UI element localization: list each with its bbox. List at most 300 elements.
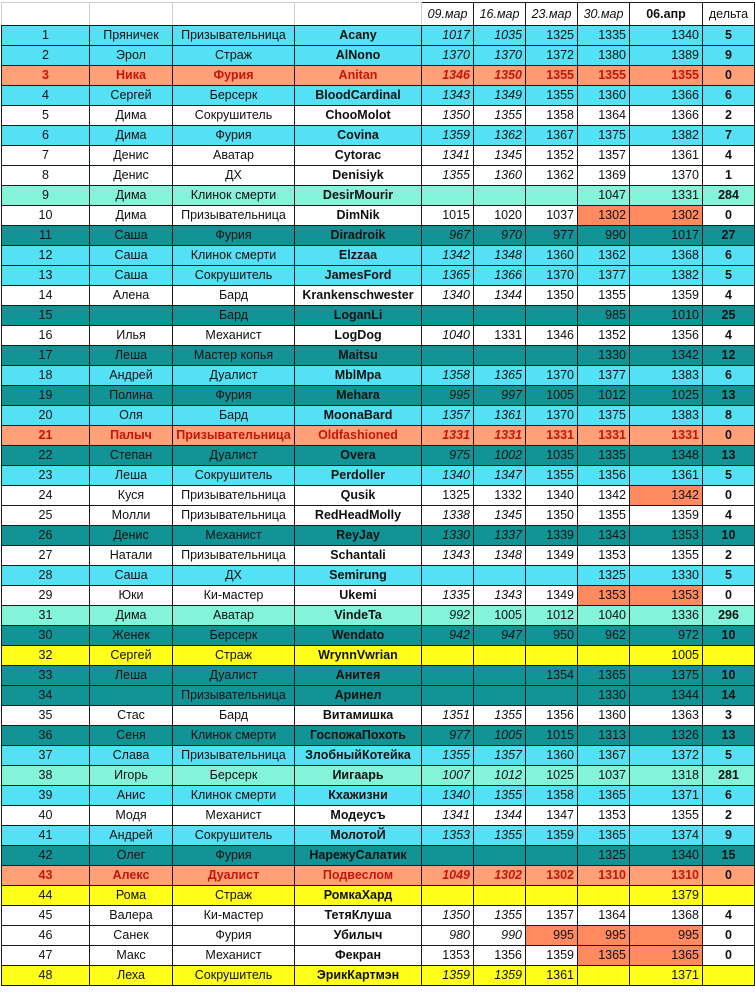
score-cell-date-2[interactable] [474, 666, 526, 686]
player-name-cell[interactable]: Ника [90, 66, 173, 86]
row-index-cell[interactable]: 13 [2, 266, 90, 286]
class-cell[interactable]: Фурия [173, 846, 295, 866]
player-name-cell[interactable] [90, 686, 173, 706]
score-cell-date-2[interactable]: 1355 [474, 706, 526, 726]
nickname-cell[interactable]: Diradroik [295, 226, 422, 246]
player-name-cell[interactable]: Полина [90, 386, 173, 406]
class-cell[interactable]: Страж [173, 646, 295, 666]
player-name-cell[interactable]: Илья [90, 326, 173, 346]
row-index-cell[interactable]: 25 [2, 506, 90, 526]
row-index-cell[interactable]: 48 [2, 966, 90, 986]
score-cell-date-5[interactable]: 1340 [630, 846, 703, 866]
player-name-cell[interactable]: Сергей [90, 86, 173, 106]
score-cell-date-2[interactable]: 1345 [474, 506, 526, 526]
score-cell-date-4[interactable]: 1353 [578, 806, 630, 826]
score-cell-date-1[interactable]: 1350 [422, 906, 474, 926]
score-cell-date-3[interactable]: 1302 [526, 866, 578, 886]
score-cell-date-5[interactable]: 1336 [630, 606, 703, 626]
player-name-cell[interactable]: Слава [90, 746, 173, 766]
score-cell-date-2[interactable] [474, 186, 526, 206]
player-name-cell[interactable]: Натали [90, 546, 173, 566]
nickname-cell[interactable]: Overa [295, 446, 422, 466]
player-name-cell[interactable]: Леша [90, 346, 173, 366]
score-cell-date-3[interactable] [526, 686, 578, 706]
score-cell-date-4[interactable]: 1375 [578, 126, 630, 146]
score-cell-date-1[interactable] [422, 566, 474, 586]
nickname-cell[interactable]: ЗлобныйКотейка [295, 746, 422, 766]
delta-cell[interactable]: 5 [703, 746, 755, 766]
delta-cell[interactable]: 3 [703, 706, 755, 726]
score-cell-date-3[interactable]: 950 [526, 626, 578, 646]
score-cell-date-4[interactable]: 1365 [578, 946, 630, 966]
score-cell-date-5[interactable]: 1355 [630, 66, 703, 86]
score-cell-date-4[interactable]: 1362 [578, 246, 630, 266]
nickname-cell[interactable]: Фекран [295, 946, 422, 966]
class-cell[interactable]: Дуалист [173, 866, 295, 886]
score-cell-date-3[interactable]: 1037 [526, 206, 578, 226]
nickname-cell[interactable]: Maitsu [295, 346, 422, 366]
score-cell-date-2[interactable]: 1350 [474, 66, 526, 86]
delta-cell[interactable]: 2 [703, 806, 755, 826]
delta-cell[interactable]: 7 [703, 126, 755, 146]
delta-cell[interactable]: 9 [703, 46, 755, 66]
score-cell-date-3[interactable] [526, 306, 578, 326]
score-cell-date-2[interactable]: 1332 [474, 486, 526, 506]
delta-cell[interactable]: 27 [703, 226, 755, 246]
score-cell-date-3[interactable]: 1331 [526, 426, 578, 446]
score-cell-date-2[interactable] [474, 566, 526, 586]
nickname-cell[interactable]: RedHeadMolly [295, 506, 422, 526]
score-cell-date-4[interactable]: 1330 [578, 686, 630, 706]
row-index-cell[interactable]: 28 [2, 566, 90, 586]
class-cell[interactable]: Клинок смерти [173, 246, 295, 266]
delta-cell[interactable]: 0 [703, 866, 755, 886]
score-cell-date-2[interactable]: 1366 [474, 266, 526, 286]
row-index-cell[interactable]: 4 [2, 86, 90, 106]
header-date-1[interactable]: 09.мар [422, 3, 474, 26]
nickname-cell[interactable]: BloodCardinal [295, 86, 422, 106]
class-cell[interactable]: Бард [173, 706, 295, 726]
player-name-cell[interactable]: Женек [90, 626, 173, 646]
row-index-cell[interactable]: 31 [2, 606, 90, 626]
score-cell-date-1[interactable] [422, 886, 474, 906]
player-name-cell[interactable]: Рома [90, 886, 173, 906]
score-cell-date-3[interactable]: 1361 [526, 966, 578, 986]
score-cell-date-1[interactable]: 992 [422, 606, 474, 626]
nickname-cell[interactable]: ТетяКлуша [295, 906, 422, 926]
class-cell[interactable]: Бард [173, 286, 295, 306]
player-name-cell[interactable]: Куся [90, 486, 173, 506]
row-index-cell[interactable]: 41 [2, 826, 90, 846]
player-name-cell[interactable]: Дима [90, 126, 173, 146]
nickname-cell[interactable]: Mehara [295, 386, 422, 406]
class-cell[interactable]: Призывательница [173, 26, 295, 46]
score-cell-date-3[interactable] [526, 886, 578, 906]
player-name-cell[interactable]: Дима [90, 106, 173, 126]
score-cell-date-5[interactable]: 1372 [630, 746, 703, 766]
score-cell-date-4[interactable]: 1037 [578, 766, 630, 786]
row-index-cell[interactable]: 34 [2, 686, 90, 706]
score-cell-date-1[interactable]: 1359 [422, 126, 474, 146]
player-name-cell[interactable]: Макс [90, 946, 173, 966]
delta-cell[interactable]: 9 [703, 826, 755, 846]
nickname-cell[interactable]: Schantali [295, 546, 422, 566]
row-index-cell[interactable]: 39 [2, 786, 90, 806]
score-cell-date-2[interactable] [474, 886, 526, 906]
player-name-cell[interactable]: Молли [90, 506, 173, 526]
player-name-cell[interactable]: Санек [90, 926, 173, 946]
row-index-cell[interactable]: 16 [2, 326, 90, 346]
score-cell-date-1[interactable] [422, 666, 474, 686]
score-cell-date-3[interactable]: 1370 [526, 366, 578, 386]
player-name-cell[interactable]: Стас [90, 706, 173, 726]
row-index-cell[interactable]: 35 [2, 706, 90, 726]
score-cell-date-4[interactable]: 1325 [578, 566, 630, 586]
row-index-cell[interactable]: 32 [2, 646, 90, 666]
score-cell-date-2[interactable]: 1355 [474, 906, 526, 926]
player-name-cell[interactable]: Дима [90, 206, 173, 226]
nickname-cell[interactable]: DimNik [295, 206, 422, 226]
delta-cell[interactable]: 0 [703, 926, 755, 946]
score-cell-date-5[interactable]: 972 [630, 626, 703, 646]
delta-cell[interactable]: 2 [703, 546, 755, 566]
nickname-cell[interactable]: Аринел [295, 686, 422, 706]
score-cell-date-2[interactable]: 1002 [474, 446, 526, 466]
score-cell-date-1[interactable]: 1330 [422, 526, 474, 546]
score-cell-date-3[interactable]: 1035 [526, 446, 578, 466]
row-index-cell[interactable]: 47 [2, 946, 90, 966]
class-cell[interactable]: Механист [173, 806, 295, 826]
score-cell-date-5[interactable]: 1318 [630, 766, 703, 786]
class-cell[interactable]: Клинок смерти [173, 786, 295, 806]
header-delta[interactable]: дельта [703, 3, 755, 26]
row-index-cell[interactable]: 10 [2, 206, 90, 226]
row-index-cell[interactable]: 12 [2, 246, 90, 266]
player-name-cell[interactable]: Игорь [90, 766, 173, 786]
score-cell-date-3[interactable]: 1358 [526, 106, 578, 126]
nickname-cell[interactable]: Модеусъ [295, 806, 422, 826]
delta-cell[interactable]: 12 [703, 346, 755, 366]
score-cell-date-2[interactable]: 1343 [474, 586, 526, 606]
row-index-cell[interactable]: 2 [2, 46, 90, 66]
class-cell[interactable]: Фурия [173, 226, 295, 246]
nickname-cell[interactable]: Krankenschwester [295, 286, 422, 306]
header-date-2[interactable]: 16.мар [474, 3, 526, 26]
player-name-cell[interactable]: Андрей [90, 826, 173, 846]
score-cell-date-5[interactable]: 1353 [630, 586, 703, 606]
score-cell-date-3[interactable]: 1352 [526, 146, 578, 166]
score-cell-date-3[interactable]: 1367 [526, 126, 578, 146]
score-cell-date-2[interactable]: 970 [474, 226, 526, 246]
row-index-cell[interactable]: 33 [2, 666, 90, 686]
score-cell-date-3[interactable]: 1370 [526, 406, 578, 426]
delta-cell[interactable]: 4 [703, 146, 755, 166]
score-cell-date-2[interactable]: 1365 [474, 366, 526, 386]
player-name-cell[interactable]: Сергей [90, 646, 173, 666]
score-cell-date-5[interactable]: 1379 [630, 886, 703, 906]
player-name-cell[interactable]: Пряничек [90, 26, 173, 46]
delta-cell[interactable]: 0 [703, 426, 755, 446]
score-cell-date-1[interactable]: 1338 [422, 506, 474, 526]
delta-cell[interactable]: 5 [703, 566, 755, 586]
score-cell-date-2[interactable]: 990 [474, 926, 526, 946]
score-cell-date-1[interactable]: 1341 [422, 806, 474, 826]
nickname-cell[interactable]: LoganLi [295, 306, 422, 326]
score-cell-date-1[interactable]: 1358 [422, 366, 474, 386]
header-cell-index[interactable] [2, 3, 90, 26]
score-cell-date-1[interactable]: 1353 [422, 946, 474, 966]
delta-cell[interactable]: 0 [703, 206, 755, 226]
score-cell-date-4[interactable]: 1365 [578, 826, 630, 846]
delta-cell[interactable]: 13 [703, 726, 755, 746]
score-cell-date-2[interactable] [474, 846, 526, 866]
score-cell-date-5[interactable]: 1017 [630, 226, 703, 246]
player-name-cell[interactable]: Саша [90, 566, 173, 586]
nickname-cell[interactable]: ReyJay [295, 526, 422, 546]
delta-cell[interactable]: 10 [703, 666, 755, 686]
class-cell[interactable]: Аватар [173, 146, 295, 166]
score-cell-date-1[interactable]: 942 [422, 626, 474, 646]
score-cell-date-5[interactable]: 1383 [630, 406, 703, 426]
class-cell[interactable]: Фурия [173, 386, 295, 406]
score-cell-date-2[interactable]: 1349 [474, 86, 526, 106]
row-index-cell[interactable]: 7 [2, 146, 90, 166]
score-cell-date-3[interactable]: 1025 [526, 766, 578, 786]
class-cell[interactable]: Фурия [173, 66, 295, 86]
class-cell[interactable]: Сокрушитель [173, 826, 295, 846]
score-cell-date-5[interactable]: 1331 [630, 186, 703, 206]
class-cell[interactable]: Бард [173, 306, 295, 326]
class-cell[interactable]: Дуалист [173, 666, 295, 686]
class-cell[interactable]: Сокрушитель [173, 266, 295, 286]
score-cell-date-4[interactable]: 1364 [578, 906, 630, 926]
nickname-cell[interactable]: Semirung [295, 566, 422, 586]
delta-cell[interactable]: 2 [703, 106, 755, 126]
row-index-cell[interactable]: 43 [2, 866, 90, 886]
nickname-cell[interactable]: Acany [295, 26, 422, 46]
score-cell-date-2[interactable]: 1344 [474, 286, 526, 306]
score-cell-date-2[interactable]: 1355 [474, 786, 526, 806]
delta-cell[interactable] [703, 646, 755, 666]
row-index-cell[interactable]: 19 [2, 386, 90, 406]
row-index-cell[interactable]: 29 [2, 586, 90, 606]
score-cell-date-3[interactable]: 1349 [526, 546, 578, 566]
player-name-cell[interactable]: Олег [90, 846, 173, 866]
score-cell-date-5[interactable]: 1356 [630, 326, 703, 346]
score-cell-date-3[interactable]: 1355 [526, 466, 578, 486]
row-index-cell[interactable]: 37 [2, 746, 90, 766]
score-cell-date-2[interactable]: 1360 [474, 166, 526, 186]
score-cell-date-2[interactable]: 997 [474, 386, 526, 406]
class-cell[interactable]: Берсерк [173, 766, 295, 786]
player-name-cell[interactable]: Сеня [90, 726, 173, 746]
nickname-cell[interactable]: LogDog [295, 326, 422, 346]
score-cell-date-3[interactable]: 1340 [526, 486, 578, 506]
score-cell-date-4[interactable]: 1331 [578, 426, 630, 446]
score-cell-date-3[interactable]: 1339 [526, 526, 578, 546]
score-cell-date-5[interactable]: 1310 [630, 866, 703, 886]
score-cell-date-4[interactable]: 990 [578, 226, 630, 246]
score-cell-date-5[interactable]: 1365 [630, 946, 703, 966]
class-cell[interactable]: Аватар [173, 606, 295, 626]
class-cell[interactable]: Бард [173, 406, 295, 426]
row-index-cell[interactable]: 38 [2, 766, 90, 786]
player-name-cell[interactable]: Денис [90, 526, 173, 546]
score-cell-date-1[interactable]: 1346 [422, 66, 474, 86]
score-cell-date-4[interactable]: 1040 [578, 606, 630, 626]
row-index-cell[interactable]: 20 [2, 406, 90, 426]
class-cell[interactable]: Страж [173, 886, 295, 906]
score-cell-date-3[interactable]: 1005 [526, 386, 578, 406]
nickname-cell[interactable]: MoonaBard [295, 406, 422, 426]
nickname-cell[interactable]: Иигаарь [295, 766, 422, 786]
nickname-cell[interactable]: ГоспожаПохоть [295, 726, 422, 746]
score-cell-date-5[interactable]: 1326 [630, 726, 703, 746]
score-cell-date-4[interactable]: 1360 [578, 706, 630, 726]
nickname-cell[interactable]: Подвеслом [295, 866, 422, 886]
score-cell-date-4[interactable]: 985 [578, 306, 630, 326]
nickname-cell[interactable]: Denisiyk [295, 166, 422, 186]
player-name-cell[interactable]: Андрей [90, 366, 173, 386]
score-cell-date-4[interactable] [578, 886, 630, 906]
delta-cell[interactable]: 5 [703, 266, 755, 286]
class-cell[interactable]: Сокрушитель [173, 466, 295, 486]
delta-cell[interactable]: 0 [703, 486, 755, 506]
score-cell-date-5[interactable]: 1389 [630, 46, 703, 66]
class-cell[interactable]: Призывательница [173, 746, 295, 766]
score-cell-date-4[interactable] [578, 646, 630, 666]
player-name-cell[interactable]: Денис [90, 166, 173, 186]
delta-cell[interactable]: 4 [703, 326, 755, 346]
score-cell-date-2[interactable]: 1362 [474, 126, 526, 146]
score-cell-date-5[interactable]: 1340 [630, 26, 703, 46]
score-cell-date-4[interactable]: 962 [578, 626, 630, 646]
delta-cell[interactable]: 4 [703, 906, 755, 926]
score-cell-date-2[interactable]: 947 [474, 626, 526, 646]
nickname-cell[interactable]: Cytorac [295, 146, 422, 166]
nickname-cell[interactable]: Ukemi [295, 586, 422, 606]
score-cell-date-2[interactable]: 1012 [474, 766, 526, 786]
score-cell-date-1[interactable]: 1341 [422, 146, 474, 166]
score-cell-date-4[interactable]: 1365 [578, 666, 630, 686]
score-cell-date-5[interactable]: 1331 [630, 426, 703, 446]
header-cell-name[interactable] [90, 3, 173, 26]
class-cell[interactable]: Берсерк [173, 626, 295, 646]
score-cell-date-4[interactable]: 1325 [578, 846, 630, 866]
score-cell-date-1[interactable]: 1040 [422, 326, 474, 346]
header-date-5[interactable]: 06.апр [630, 3, 703, 26]
class-cell[interactable]: Сокрушитель [173, 106, 295, 126]
player-name-cell[interactable]: Денис [90, 146, 173, 166]
score-cell-date-2[interactable]: 1359 [474, 966, 526, 986]
score-cell-date-4[interactable]: 1356 [578, 466, 630, 486]
score-cell-date-5[interactable]: 995 [630, 926, 703, 946]
delta-cell[interactable]: 0 [703, 66, 755, 86]
nickname-cell[interactable]: Кхажизни [295, 786, 422, 806]
nickname-cell[interactable]: Perdoller [295, 466, 422, 486]
score-cell-date-5[interactable]: 1382 [630, 266, 703, 286]
row-index-cell[interactable]: 1 [2, 26, 90, 46]
score-cell-date-2[interactable]: 1337 [474, 526, 526, 546]
row-index-cell[interactable]: 9 [2, 186, 90, 206]
score-cell-date-5[interactable]: 1383 [630, 366, 703, 386]
score-cell-date-2[interactable]: 1348 [474, 246, 526, 266]
player-name-cell[interactable]: Дима [90, 186, 173, 206]
class-cell[interactable]: Клинок смерти [173, 186, 295, 206]
class-cell[interactable]: Дуалист [173, 446, 295, 466]
player-name-cell[interactable]: Саша [90, 266, 173, 286]
score-cell-date-4[interactable]: 1369 [578, 166, 630, 186]
score-cell-date-2[interactable] [474, 646, 526, 666]
score-cell-date-2[interactable]: 1005 [474, 606, 526, 626]
score-cell-date-5[interactable]: 1366 [630, 86, 703, 106]
score-cell-date-3[interactable]: 1350 [526, 506, 578, 526]
score-cell-date-2[interactable] [474, 346, 526, 366]
nickname-cell[interactable]: DesirMourir [295, 186, 422, 206]
score-cell-date-3[interactable]: 1360 [526, 246, 578, 266]
score-cell-date-1[interactable]: 1353 [422, 826, 474, 846]
score-cell-date-3[interactable]: 1357 [526, 906, 578, 926]
class-cell[interactable]: Ки-мастер [173, 586, 295, 606]
class-cell[interactable]: Страж [173, 46, 295, 66]
score-cell-date-4[interactable]: 1375 [578, 406, 630, 426]
score-cell-date-4[interactable]: 1310 [578, 866, 630, 886]
player-name-cell[interactable] [90, 306, 173, 326]
score-cell-date-1[interactable] [422, 846, 474, 866]
player-name-cell[interactable]: Эрол [90, 46, 173, 66]
score-cell-date-1[interactable]: 1355 [422, 166, 474, 186]
score-cell-date-5[interactable]: 1368 [630, 246, 703, 266]
score-cell-date-5[interactable]: 1344 [630, 686, 703, 706]
score-cell-date-2[interactable]: 1331 [474, 426, 526, 446]
score-cell-date-3[interactable]: 1325 [526, 26, 578, 46]
score-cell-date-1[interactable]: 980 [422, 926, 474, 946]
row-index-cell[interactable]: 30 [2, 626, 90, 646]
score-cell-date-5[interactable]: 1368 [630, 906, 703, 926]
score-cell-date-4[interactable]: 1360 [578, 86, 630, 106]
score-cell-date-2[interactable] [474, 686, 526, 706]
score-cell-date-4[interactable] [578, 966, 630, 986]
score-cell-date-5[interactable]: 1355 [630, 806, 703, 826]
score-cell-date-1[interactable]: 1331 [422, 426, 474, 446]
score-cell-date-2[interactable]: 1331 [474, 326, 526, 346]
delta-cell[interactable]: 8 [703, 406, 755, 426]
header-date-3[interactable]: 23.мар [526, 3, 578, 26]
player-name-cell[interactable]: Дима [90, 606, 173, 626]
score-cell-date-2[interactable]: 1035 [474, 26, 526, 46]
nickname-cell[interactable]: МолотоЙ [295, 826, 422, 846]
score-cell-date-5[interactable]: 1342 [630, 346, 703, 366]
nickname-cell[interactable]: Oldfashioned [295, 426, 422, 446]
score-cell-date-1[interactable] [422, 646, 474, 666]
delta-cell[interactable]: 6 [703, 786, 755, 806]
row-index-cell[interactable]: 18 [2, 366, 90, 386]
score-cell-date-4[interactable]: 1335 [578, 446, 630, 466]
score-cell-date-1[interactable]: 1007 [422, 766, 474, 786]
score-cell-date-3[interactable]: 1359 [526, 946, 578, 966]
player-name-cell[interactable]: Палыч [90, 426, 173, 446]
score-cell-date-1[interactable]: 977 [422, 726, 474, 746]
delta-cell[interactable]: 14 [703, 686, 755, 706]
score-cell-date-4[interactable]: 1365 [578, 786, 630, 806]
delta-cell[interactable]: 284 [703, 186, 755, 206]
score-cell-date-1[interactable]: 1340 [422, 786, 474, 806]
score-cell-date-5[interactable]: 1371 [630, 966, 703, 986]
class-cell[interactable]: Призывательница [173, 686, 295, 706]
nickname-cell[interactable]: Wendato [295, 626, 422, 646]
score-cell-date-1[interactable]: 1357 [422, 406, 474, 426]
score-cell-date-4[interactable]: 1342 [578, 486, 630, 506]
